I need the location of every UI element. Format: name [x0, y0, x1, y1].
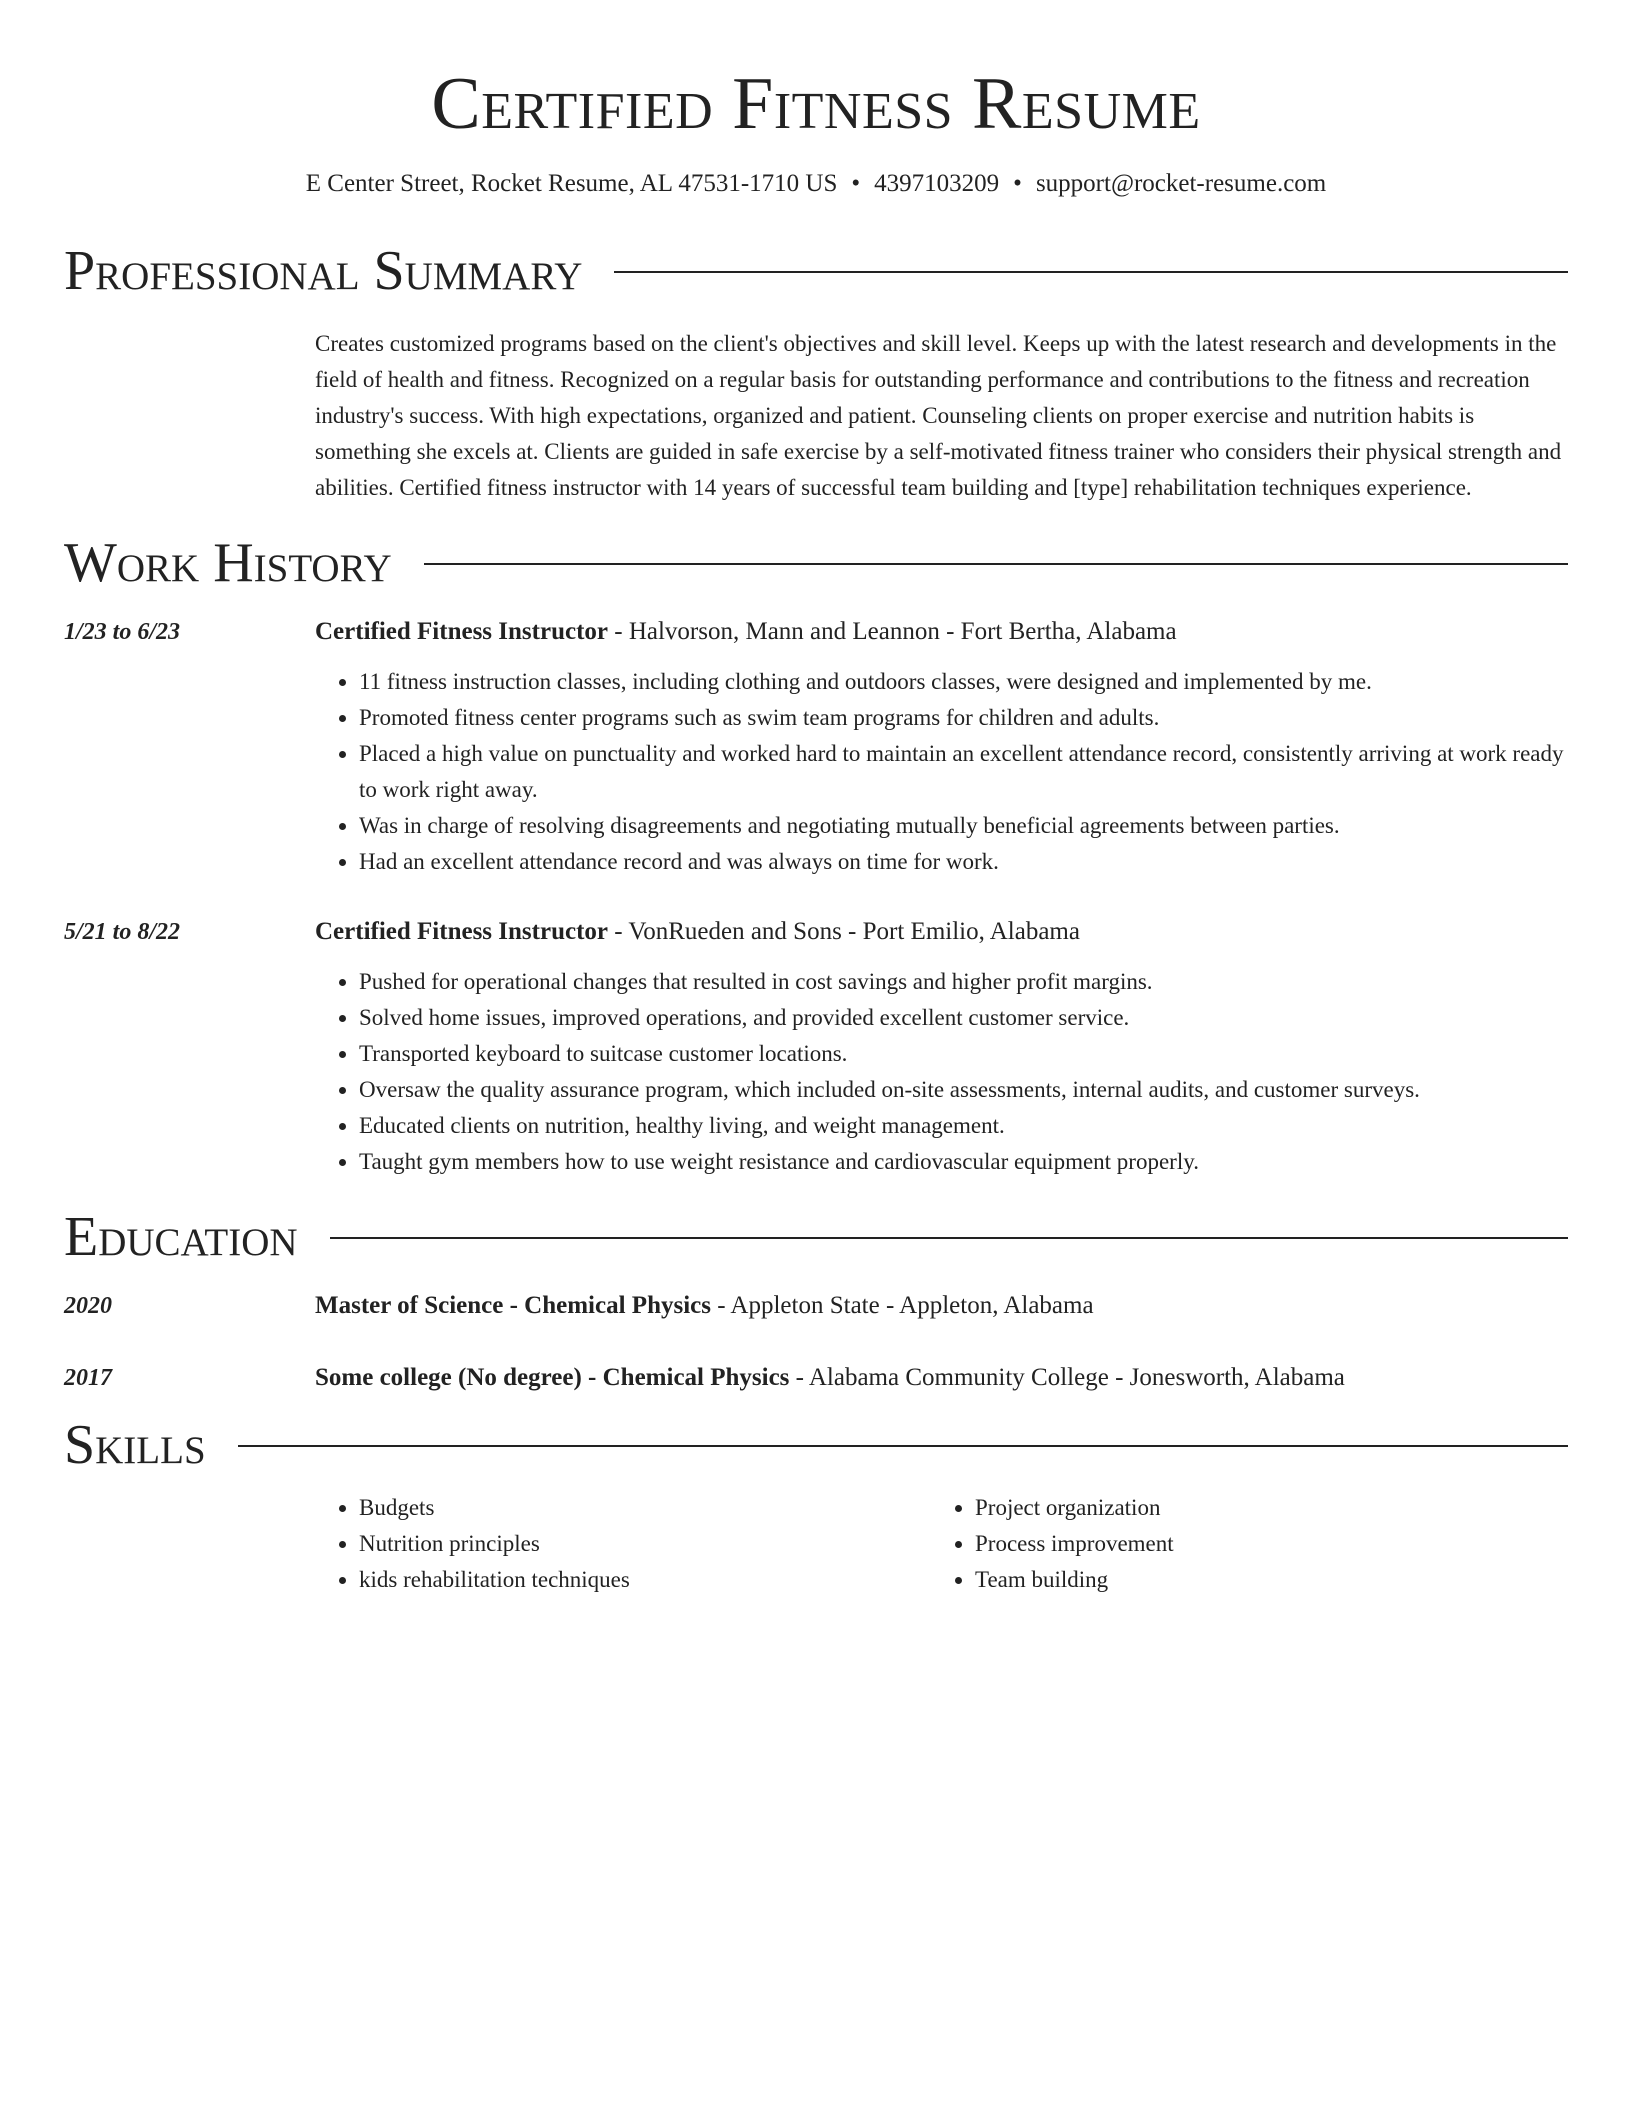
contact-address: E Center Street, Rocket Resume, AL 47531-1710 US — [305, 170, 838, 197]
skills-section-header — [64, 1414, 1568, 1476]
list-item: • Placed a high value on punctuality and worked hard to maintain an excellent attendance record, consistently arriving at work ready to work right away. — [359, 736, 1568, 808]
list-item: • Solved home issues, improved operations, and provided excellent customer service. — [359, 1000, 1568, 1036]
section-divider — [424, 563, 1568, 565]
education-body — [315, 1288, 1568, 1324]
skill-item: • Budgets — [359, 1490, 931, 1526]
education-entry — [64, 1288, 1568, 1324]
job-title: Certified Fitness Instructor — [315, 618, 608, 645]
list-item: • Educated clients on nutrition, healthy living, and weight management. — [359, 1108, 1568, 1144]
summary-section-header — [64, 240, 1568, 302]
skills-list — [315, 1490, 1568, 1598]
education-year: 2020 — [64, 1293, 112, 1319]
education-degree: Some college (No degree) - Chemical Physics — [315, 1364, 790, 1391]
list-item: • Taught gym members how to use weight resistance and cardiovascular equipment properly. — [359, 1144, 1568, 1180]
job-entry — [64, 914, 1568, 1180]
summary-text: Creates customized programs based on the client's objectives and skill level. Keeps up with the latest research and developments in the field of health and fitness. Recognized on a regular basis for outstanding performance and contributions to the fitness and recreation industry's success. With high expectations, organized and patient. Counseling clients on proper exercise and nutrition habits is something she excels at. Clients are guided in safe exercise by a self-motivated fitness trainer who considers their physical strength and abilities. Certified fitness instructor with 14 years of successful team building and [type] rehabilitation techniques experience. — [315, 331, 1562, 500]
work-heading: Work History — [64, 532, 392, 594]
job-duties-list — [315, 964, 1568, 1180]
section-divider — [330, 1237, 1568, 1239]
education-heading: Education — [64, 1206, 298, 1268]
list-item: • Pushed for operational changes that resulted in cost savings and higher profit margins. — [359, 964, 1568, 1000]
summary-heading: Professional Summary — [64, 240, 583, 302]
job-body — [315, 914, 1568, 1180]
education-headline — [315, 1360, 1568, 1396]
education-section-header — [64, 1206, 1568, 1268]
skills-heading: Skills — [64, 1414, 206, 1476]
skill-item: • Team building — [975, 1562, 1547, 1598]
work-section-header — [64, 532, 1568, 594]
job-headline — [315, 914, 1568, 950]
skill-item: • Project organization — [975, 1490, 1547, 1526]
education-entry — [64, 1360, 1568, 1396]
skills-column-right — [931, 1490, 1547, 1598]
contact-line — [64, 168, 1568, 200]
education-headline — [315, 1288, 1568, 1324]
education-body — [315, 1360, 1568, 1396]
job-title: Certified Fitness Instructor — [315, 918, 608, 945]
list-item: • Was in charge of resolving disagreements and negotiating mutually beneficial agreements between parties. — [359, 808, 1568, 844]
list-item: • Oversaw the quality assurance program, which included on-site assessments, internal audits, and customer surveys. — [359, 1072, 1568, 1108]
list-item: • Had an excellent attendance record and was always on time for work. — [359, 844, 1568, 880]
job-dates: 5/21 to 8/22 — [64, 919, 181, 945]
list-item: • 11 fitness instruction classes, including clothing and outdoors classes, were designed and implemented by me. — [359, 664, 1568, 700]
list-item: • Promoted fitness center programs such as swim team programs for children and adults. — [359, 700, 1568, 736]
job-entry — [64, 614, 1568, 880]
skill-item: • Nutrition principles — [359, 1526, 931, 1562]
job-employer-location: - VonRueden and Sons - Port Emilio, Alabama — [608, 918, 1080, 945]
contact-separator: • — [1013, 170, 1022, 197]
contact-separator: • — [851, 170, 861, 197]
skills-column-left — [315, 1490, 931, 1598]
job-headline — [315, 614, 1568, 650]
list-item: • Transported keyboard to suitcase customer locations. — [359, 1036, 1568, 1072]
skill-item: • Process improvement — [975, 1526, 1547, 1562]
education-school-location: - Appleton State - Appleton, Alabama — [710, 1292, 1094, 1319]
job-dates: 1/23 to 6/23 — [64, 619, 181, 645]
section-divider — [238, 1445, 1568, 1447]
job-duties-list — [315, 664, 1568, 880]
resume-title: Certified Fitness Resume — [431, 63, 1201, 145]
education-degree: Master of Science - Chemical Physics — [315, 1292, 711, 1319]
job-employer-location: - Halvorson, Mann and Leannon - Fort Bertha, Alabama — [608, 618, 1177, 645]
education-school-location: - Alabama Community College - Jonesworth, Alabama — [789, 1364, 1345, 1391]
resume-page — [64, 0, 1568, 1598]
section-divider — [614, 271, 1568, 273]
job-body — [315, 614, 1568, 880]
skill-item: • kids rehabilitation techniques — [359, 1562, 931, 1598]
contact-phone: 4397103209 — [874, 170, 1000, 197]
education-year: 2017 — [64, 1365, 112, 1391]
contact-email: support@rocket-resume.com — [1035, 170, 1327, 197]
